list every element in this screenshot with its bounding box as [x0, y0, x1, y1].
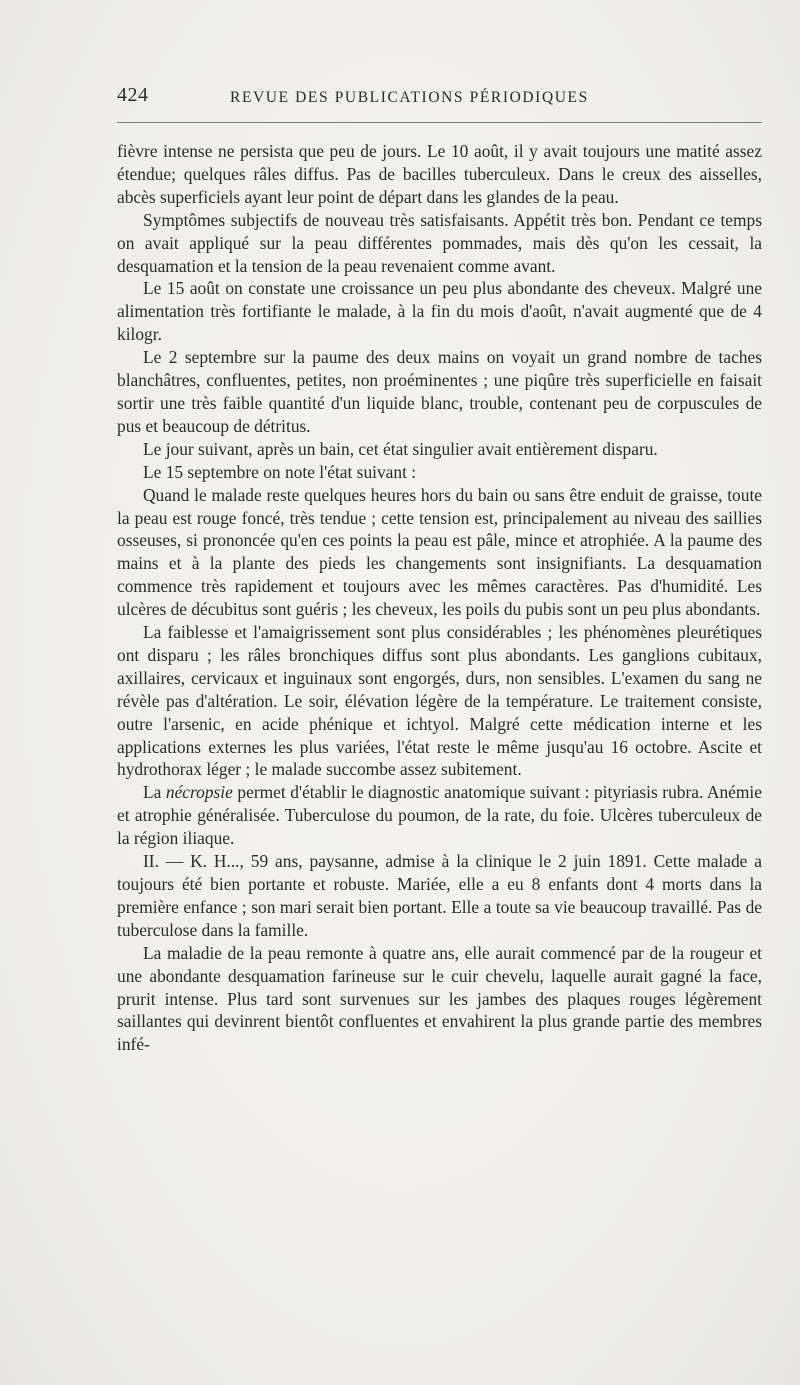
paragraph: Symptômes subjectifs de nouveau très satisfaisants. Appétit très bon. Pendant ce temps on avait appliqué sur la peau différentes pommades, mais dès qu'on les cessait, la desquamation et la tension de la peau revenaient comme avant.	[117, 209, 762, 276]
paragraph-case-two: II. — K. H..., 59 ans, paysanne, admise à la clinique le 2 juin 1891. Cette malade a toujours été bien portante et robuste. Mariée, elle a eu 8 enfants dont 4 morts dans la première enfance ; son mari serait bien portant. Elle a toute sa vie beaucoup travaillé. Pas de tuberculose dans la famille.	[117, 851, 762, 940]
necropsy-lead: La	[143, 782, 162, 803]
necropsy-rest: permet d'établir le diagnostic anatomique suivant : pityriasis rubra. Anémie et atrophie généralisée. Tuberculose du poumon, de la rate, du foie. Ulcères tuberculeux de la région iliaque.	[117, 782, 762, 849]
paragraph: La faiblesse et l'amaigrissement sont plus considérables ; les phénomènes pleurétiques ont disparu ; les râles bronchiques diffus sont plus abondants. Les ganglions cubitaux, axillaires, cervicaux et inguinaux sont engorgés, durs, non sensibles. L'examen du sang ne révèle pas d'altération. Le soir, élévation légère de la température. Le traitement consiste, outre l'arsenic, en acide phénique et ichtyol. Malgré cette médication interne et les applications externes les plus variées, l'état reste le même jusqu'au 16 octobre. Ascite et hydrothorax léger ; le malade succombe assez subitement.	[117, 622, 762, 780]
paragraph: Le jour suivant, après un bain, cet état singulier avait entièrement disparu.	[143, 438, 658, 459]
paragraph-necropsy	[117, 781, 762, 850]
paragraph-continuation: fièvre intense ne persista que peu de jours. Le 10 août, il y avait toujours une matité assez étendue; quelques râles diffus. Pas de bacilles tuberculeux. Dans le creux des aisselles, abcès superficiels ayant leur point de départ dans les glandes de la peau.	[117, 141, 762, 207]
necropsy-italic: nécropsie	[165, 782, 233, 803]
paragraph: Le 2 septembre sur la paume des deux mains on voyait un grand nombre de taches blanchâtres, confluentes, petites, non proéminentes ; une piqûre très superficielle en faisait sortir une très faible quantité d'un liquide blanc, trouble, contenant peu de corpuscules de pus et beaucoup de détritus.	[117, 347, 762, 436]
header-rule	[117, 122, 762, 123]
paragraph: Le 15 septembre on note l'état suivant :	[143, 461, 417, 482]
page-header	[117, 84, 762, 114]
paragraph: Quand le malade reste quelques heures hors du bain ou sans être enduit de graisse, toute la peau est rouge foncé, très tendue ; cette tension est, principalement au niveau des saillies osseuses, si prononcée qu'en ces points la peau est pâle, mince et atrophiée. A la paume des mains et à la plante des pieds les changements sont insignifiants. La desquamation commence très rapidement et toujours avec les mêmes caractères. Pas d'humidité. Les ulcères de décubitus sont guéris ; les cheveux, les poils du pubis sont un peu plus abondants.	[117, 484, 762, 620]
paragraph: La maladie de la peau remonte à quatre ans, elle aurait commencé par de la rougeur et une abondante desquamation farineuse sur le cuir chevelu, laquelle aurait gagné la face, prurit intense. Plus tard sont survenues sur les jambes des plaques rouges légèrement saillantes qui devinrent bientôt confluentes et envahirent la plus grande partie des membres infé-	[117, 942, 762, 1055]
page-number: 424	[117, 84, 149, 106]
running-title: REVUE DES PUBLICATIONS PÉRIODIQUES	[230, 89, 589, 106]
body-text	[117, 140, 762, 1056]
paragraph: Le 15 août on constate une croissance un peu plus abondante des cheveux. Malgré une alimentation très fortifiante le malade, à la fin du mois d'août, n'avait augmenté que de 4 kilogr.	[117, 278, 762, 345]
